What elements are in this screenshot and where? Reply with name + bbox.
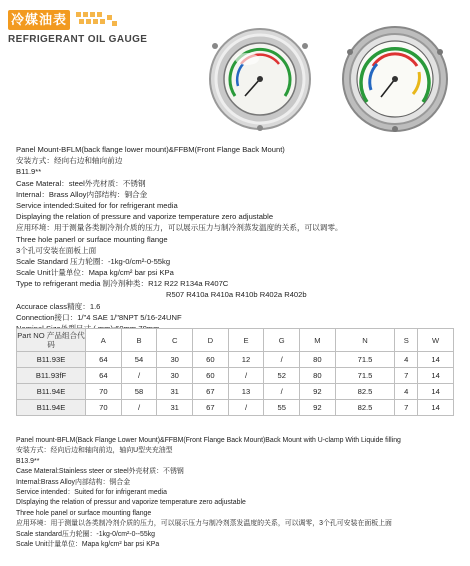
table-row xyxy=(17,400,454,416)
table-cell: 60 xyxy=(193,352,229,368)
table-cell: 4 xyxy=(395,384,418,400)
table-cell: 92 xyxy=(300,400,336,416)
spec-line: B11.9** xyxy=(16,167,42,177)
gauge-product-image xyxy=(205,24,455,134)
table-cell: 67 xyxy=(193,400,229,416)
table-cell: / xyxy=(264,352,300,368)
spec-line: Internal:Brass Alloy内部结构：铜合金 xyxy=(16,478,131,486)
column-header: C xyxy=(157,329,193,352)
spec-line: Scale Standard 压力轮圈：-1kg-0/cm²-0-55kg xyxy=(16,256,171,266)
table-cell: 14 xyxy=(418,352,454,368)
table-cell: 71.5 xyxy=(335,352,395,368)
column-header: S xyxy=(395,329,418,352)
spec-line: R507 R410a R410a R410b R402a R402b xyxy=(166,290,307,300)
table-cell: B11.93E xyxy=(17,352,86,368)
category-subtitle: REFRIGERANT OIL GAUGE xyxy=(8,34,148,45)
column-header: A xyxy=(86,329,122,352)
product-1-description xyxy=(16,144,343,334)
table-cell: 52 xyxy=(264,368,300,384)
category-badge: 冷媒油表 xyxy=(8,10,70,30)
column-header: E xyxy=(228,329,264,352)
spec-line: Scale Unit计量单位：Mapa kg/cm² bar psi KPa xyxy=(16,268,174,278)
column-header-part-no: Part NO 产品组合代码 xyxy=(17,329,86,352)
column-header: N xyxy=(335,329,395,352)
table-cell: 12 xyxy=(228,352,264,368)
table-cell: / xyxy=(264,384,300,400)
table-cell: 4 xyxy=(395,352,418,368)
column-header: D xyxy=(193,329,229,352)
table-cell: / xyxy=(121,400,157,416)
spec-line: DIsplaying the relation of pressur and vaporize temperature zero adjustable xyxy=(16,499,246,507)
table-cell: / xyxy=(228,368,264,384)
spec-line: 应用环境：用于测量以各类制冷剂介质的压力，可以展示压力与制冷剂蒸发温度的关系，可以调零，3个孔可安装在面板上面 xyxy=(16,520,392,528)
table-cell: 92 xyxy=(300,384,336,400)
table-cell: 7 xyxy=(395,400,418,416)
column-header: G xyxy=(264,329,300,352)
table-cell: 82.5 xyxy=(335,400,395,416)
table-cell: 64 xyxy=(86,352,122,368)
gauge-left-image xyxy=(210,29,310,131)
table-cell: 71.5 xyxy=(335,368,395,384)
spec-line: Three hole panel or surface mounting flange xyxy=(16,509,152,517)
spec-line: Accurace class精度：1.6 xyxy=(16,301,101,311)
table-cell: 58 xyxy=(121,384,157,400)
spec-line: B13.9** xyxy=(16,457,40,465)
table-cell: B11.93fF xyxy=(17,368,86,384)
table-cell: B11.94E xyxy=(17,384,86,400)
table-cell: 7 xyxy=(395,368,418,384)
table-cell: 13 xyxy=(228,384,264,400)
table-cell: 60 xyxy=(193,368,229,384)
table-cell: 14 xyxy=(418,384,454,400)
table-cell: / xyxy=(121,368,157,384)
table-cell: 80 xyxy=(300,368,336,384)
spec-line: Panel Mount-BFLM(back flange lower mount)&FFBM(Front Flange Back Mount) xyxy=(16,145,285,154)
table-cell: 67 xyxy=(193,384,229,400)
spec-line: 安装方式：经向后边和轴向前边，轴向U型夹充油型 xyxy=(16,447,173,455)
spec-line: Type to refrigerant media 制冷剂种类：R12 R22 R134a R407C xyxy=(16,279,229,289)
spec-line: Service intended:Suited for for refrigerant media xyxy=(16,200,178,210)
spec-line: 3个孔可安装在面板上面 xyxy=(16,245,97,255)
dimension-table xyxy=(16,328,454,416)
table-cell: 82.5 xyxy=(335,384,395,400)
spec-line: Service intended：Suited for for infrigerant media xyxy=(16,488,167,496)
table-cell: 55 xyxy=(264,400,300,416)
table-cell: 14 xyxy=(418,400,454,416)
spec-line: Scale Unit计量单位：Mapa kg/cm² bar psi KPa xyxy=(16,540,160,548)
gauge-right-image xyxy=(343,27,447,132)
table-cell: 70 xyxy=(86,384,122,400)
product-2-description xyxy=(16,436,401,550)
table-cell: / xyxy=(228,400,264,416)
column-header: M xyxy=(300,329,336,352)
spec-line: Scale standard压力轮圈：-1kg-0/cm²-0--55kg xyxy=(16,530,156,538)
table-header-row xyxy=(17,329,454,352)
column-header: B xyxy=(121,329,157,352)
spec-line: Displaying the relation of pressure and vaporize temperature zero adjustable xyxy=(16,212,274,222)
table-cell: 30 xyxy=(157,368,193,384)
decorative-dots-icon xyxy=(76,12,118,28)
spec-line: Panel mount-BFLM(Back Flange Lower Mount)&FFBM(Front Flange Back Mount)Back Mount with U-clamp With Liquide filling xyxy=(16,437,401,444)
table-row xyxy=(17,352,454,368)
table-row xyxy=(17,368,454,384)
table-row xyxy=(17,384,454,400)
spec-line: Three hole panerl or surface mounting flange xyxy=(16,234,168,244)
table-cell: B11.94E xyxy=(17,400,86,416)
table-cell: 54 xyxy=(121,352,157,368)
table-cell: 30 xyxy=(157,352,193,368)
spec-line: Internal：Brass Alloy内部结构：铜合金 xyxy=(16,189,148,199)
spec-line: 应用环境：用于测量各类制冷剂介质的压力，可以展示压力与制冷剂蒸发温度的关系，可以调零。 xyxy=(16,223,343,233)
table-cell: 31 xyxy=(157,400,193,416)
table-cell: 70 xyxy=(86,400,122,416)
table-cell: 64 xyxy=(86,368,122,384)
spec-line: Case Materal：steel外壳材质：不锈钢 xyxy=(16,178,146,188)
spec-line: 安装方式：经向右边和轴向前边 xyxy=(16,156,123,166)
table-cell: 14 xyxy=(418,368,454,384)
table-cell: 31 xyxy=(157,384,193,400)
column-header: W xyxy=(418,329,454,352)
spec-line: Connection接口：1/"4 SAE 1/"8NPT 5/16-24UNF xyxy=(16,312,182,322)
table-cell: 80 xyxy=(300,352,336,368)
brand-header xyxy=(8,10,188,46)
spec-line: Case Materal:Stainless steer or steel外壳材质：不锈钢 xyxy=(16,468,184,476)
